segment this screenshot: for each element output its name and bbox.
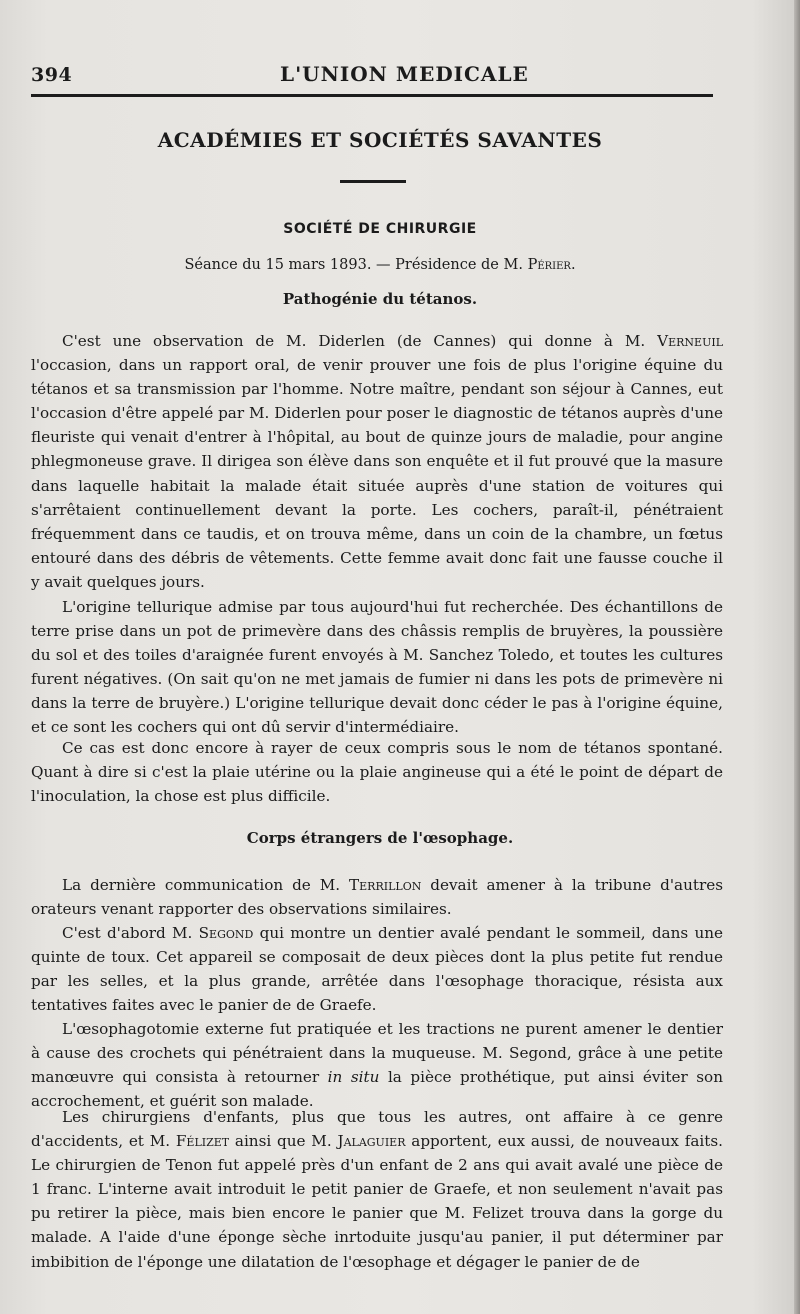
paragraph — [31, 329, 723, 594]
person-name: Jalaguier — [337, 1132, 406, 1151]
paragraph — [31, 1105, 723, 1274]
session-end: . — [570, 257, 576, 273]
society-heading: SOCIÉTÉ DE CHIRURGIE — [283, 221, 477, 237]
text-run: devait amener à la tribune d'autres orateurs venant rapporter des observations similaires. — [31, 876, 723, 919]
text-run: L'œsophagotomie externe fut pratiquée et les tractions ne purent amener le dentier à cause des crochets qui pénétraient dans la muqueuse. M. Segond, grâce à une petite manœuvre qui consista à retourner — [31, 1020, 723, 1087]
session-text: Séance du 15 mars 1893. — Présidence de M. — [184, 257, 528, 273]
paragraph — [31, 1017, 723, 1113]
person-name: Verneuil — [657, 332, 723, 350]
paragraph: Ce cas est donc encore à rayer de ceux compris sous le nom de tétanos spontané. Quant à dire si c'est la plaie utérine ou la plaie angineuse qui a été le point de départ de l'inoculation, la chose est plus difficile. — [31, 739, 723, 806]
text-run: C'est une observation de M. Diderlen (de Cannes) qui donne à M. — [62, 332, 658, 350]
text-run: l'occasion, dans un rapport oral, de venir prouver une fois de plus l'origine équine du tétanos et sa transmission par l'homme. Notre maître, pendant son séjour à Cannes, eut l'occasion d'être appelé par M. Diderlen pour poser le diagnostic de tétanos auprès d'une fleuriste qui venait d'entrer à l'hôpital, au bout de quinze jours de maladie, pour angine phlegmoneuse grave. Il dirigea son élève dans son enquête et il fut prouvé que la masure dans laquelle habitait la malade était située auprès d'une station de voitures qui s'arrêtaient continuellement devant la porte. Les cochers, paraît-il, pénétraient fréquemment dans ce taudis, et on trouva même, dans un coin de la chambre, un fœtus entouré dans des débris de vêtements. Cette femme avait donc fait une fausse couche il y avait quelques jours. — [31, 356, 723, 591]
text-run: apportent, eux aussi, de nouveaux faits. Le chirurgien de Tenon fut appelé près d'un enfant de 2 ans qui avait avalé une pièce de 1 franc. L'interne avait introduit le petit panier de Graefe, et non seulement n'avait pas pu retirer la pièce, mais bien encore le panier que M. Felizet trouva dans la gorge du malade. A l'aide d'une éponge sèche inrtoduite jusqu'au panier, il put déterminer par imbibition de l'éponge une dilatation de l'œsophage et dégager le panier de de — [31, 1132, 723, 1271]
article-title-tetanos: Pathogénie du tétanos. — [282, 290, 478, 308]
person-name: Terrillon — [349, 876, 422, 894]
paragraph: L'origine tellurique admise par tous aujourd'hui fut recherchée. Des échantillons de terre prise dans un pot de primevère dans des châssis remplis de bruyères, la poussière du sol et des toiles d'araignée furent envoyés à M. Sanchez Toledo, et toutes les cultures furent négatives. (On sait qu'on ne met jamais de fumier ni dans les pots de primevère ni dans la terre de bruyère.) L'origine tellurique devait donc céder le pas à l'origine équine, et ce sont les cochers qui ont dû servir d'intermédiaire. — [31, 598, 723, 737]
paragraph — [31, 873, 723, 921]
person-name: Félizet — [175, 1132, 230, 1151]
italic-term: in situ — [327, 1068, 380, 1087]
text-run: C'est d'abord M. — [62, 924, 199, 942]
session-line — [0, 257, 760, 273]
text-run: la pièce prothétique, put ainsi éviter son accrochement, et guérit son malade. — [31, 1068, 723, 1111]
text-run: La dernière communication de M. — [62, 876, 350, 894]
running-title: L'UNION MEDICALE — [280, 62, 529, 86]
paragraph — [31, 921, 723, 1017]
section-divider — [340, 180, 406, 183]
page-number: 394 — [31, 64, 73, 86]
text-run: Les chirurgiens d'enfants, plus que tous les autres, ont affaire à ce genre d'accidents, et M. — [31, 1108, 723, 1151]
person-name: Segond — [198, 924, 254, 942]
article-title-oesophage: Corps étrangers de l'œsophage. — [246, 829, 514, 847]
header-rule — [31, 94, 713, 97]
text-run: ainsi que M. — [229, 1132, 338, 1151]
section-title: ACADÉMIES ET SOCIÉTÉS SAVANTES — [157, 128, 603, 152]
text-run: qui montre un dentier avalé pendant le sommeil, dans une quinte de toux. Cet appareil se composait de deux pièces dont la plus petite fut rendue par les selles, et la plus grande, arrêtée dans l'œsophage thoracique, résista aux tentatives faites avec le panier de de Graefe. — [31, 924, 723, 1015]
president-name: Périer — [527, 257, 571, 273]
page-edge-shadow — [794, 0, 800, 1314]
